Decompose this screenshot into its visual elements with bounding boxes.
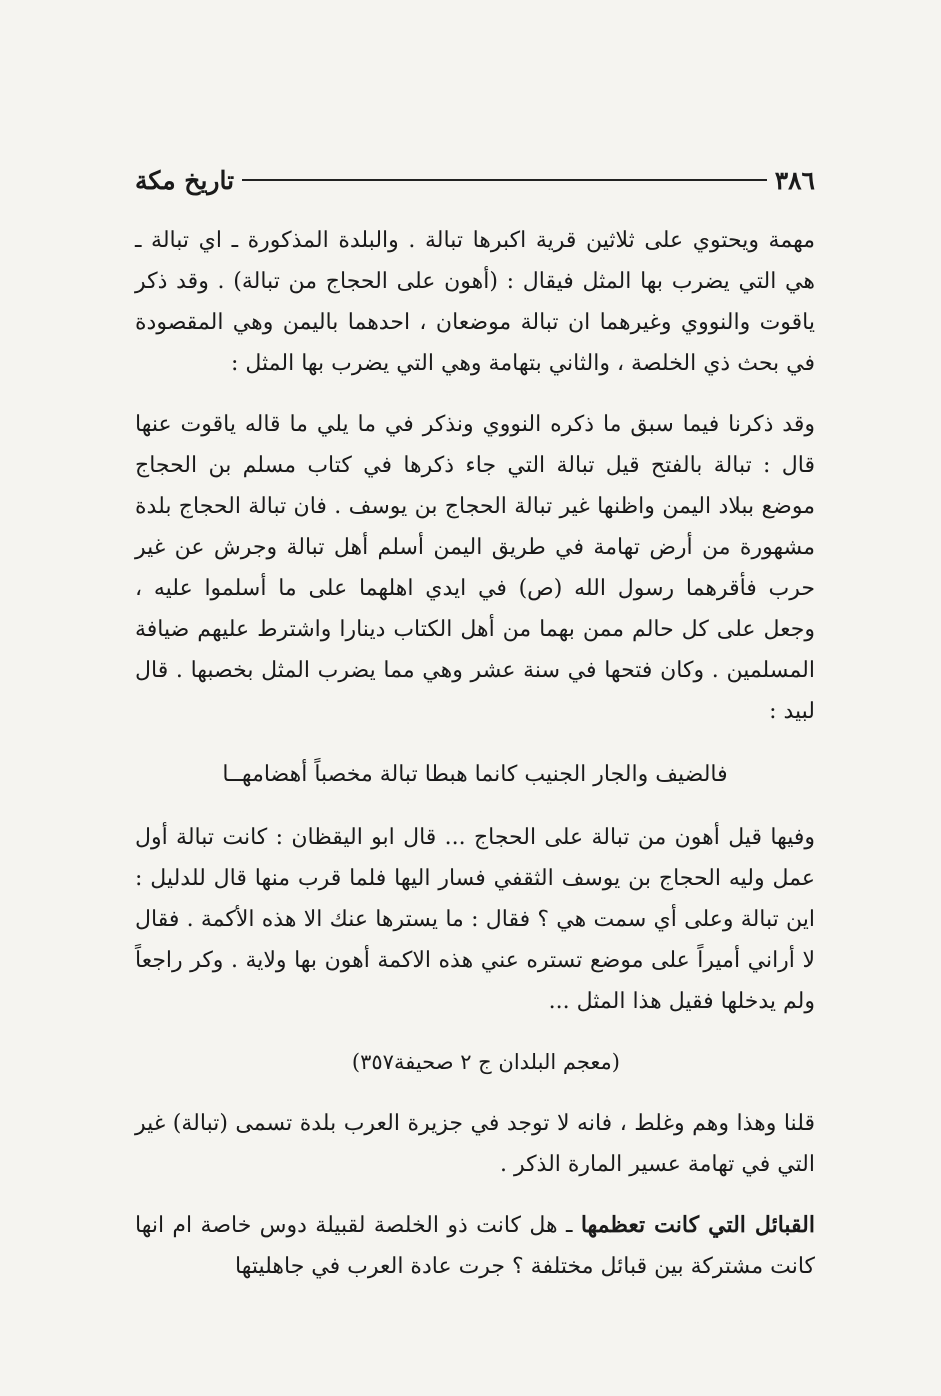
paragraph-4: قلنا وهذا وهم وغلط ، فانه لا توجد في جزيرة العرب بلدة تسمى (تبالة) غير التي في تهامة عسير المارة الذكر . xyxy=(135,1111,815,1177)
paragraph-5 xyxy=(135,1205,815,1287)
spacer xyxy=(135,1022,815,1042)
spacer xyxy=(135,795,815,817)
section-heading-inline: القبائل التي كانت تعظمها xyxy=(580,1212,815,1238)
page-body xyxy=(135,220,815,1287)
paragraph-5-text: ـ هل كانت ذو الخلصة لقبيلة دوس خاصة ام انها كانت مشتركة بين قبائل مختلفة ؟ جرت عادة العرب في جاهليتها xyxy=(135,1213,815,1279)
paragraph-2: وقد ذكرنا فيما سبق ما ذكره النووي ونذكر في ما يلي ما قاله ياقوت عنها قال : تبالة بالفتح قيل تبالة التي جاء ذكرها في كتاب مسلم بن الحجاج موضع ببلاد اليمن واظنها غير تبالة الحجاج بن يوسف . فان تبالة الحجاج بلدة مشهورة من أرض تهامة في طريق اليمن أسلم أهل تبالة وجرش عن غير حرب فأقرهما رسول الله (ص) في ايدي اهلهما على ما أسلموا عليه ، وجعل على كل حالم ممن بهما من أهل الكتاب دينارا واشترط عليهم ضيافة المسلمين . وكان فتحها في سنة عشر وهي مما يضرب المثل بخصبها . قال لبيد : xyxy=(135,412,815,724)
page-header xyxy=(135,160,815,200)
header-rule xyxy=(242,179,767,181)
running-title: تاريخ مكة xyxy=(135,165,235,195)
spacer xyxy=(135,732,815,754)
spacer xyxy=(135,1083,815,1103)
poetry-verse: فالضيف والجار الجنيب كانما هبطا تبالة مخصباً أهضامهــا xyxy=(222,762,728,787)
paragraph-3: وفيها قيل أهون من تبالة على الحجاج ... قال ابو اليقظان : كانت تبالة أول عمل وليه الحجاج بن يوسف الثقفي فسار اليها فلما قرب منها قال للدليل : اين تبالة وعلى أي سمت هي ؟ فقال : ما يسترها عنك الا هذه الأكمة . فقال لا أراني أميراً على موضع تستره عني هذه الاكمة أهون بها ولاية . وكر راجعاً ولم يدخلها فقيل هذا المثل ... xyxy=(135,825,815,1014)
source-citation: (معجم البلدان ج ٢ صحيفة٣٥٧) xyxy=(351,1050,620,1074)
page-number: ٣٨٦ xyxy=(774,165,815,195)
spacer xyxy=(135,384,815,404)
spacer xyxy=(135,1185,815,1205)
paragraph-1: مهمة ويحتوي على ثلاثين قرية اكبرها تبالة . والبلدة المذكورة ـ اي تبالة ـ هي التي يضرب بها المثل فيقال : (أهون على الحجاج من تبالة) . وقد ذكر ياقوت والنووي وغيرهما ان تبالة موضعان ، احدهما باليمن وهي المقصودة في بحث ذي الخلصة ، والثاني بتهامة وهي التي يضرب بها المثل : xyxy=(135,228,815,376)
